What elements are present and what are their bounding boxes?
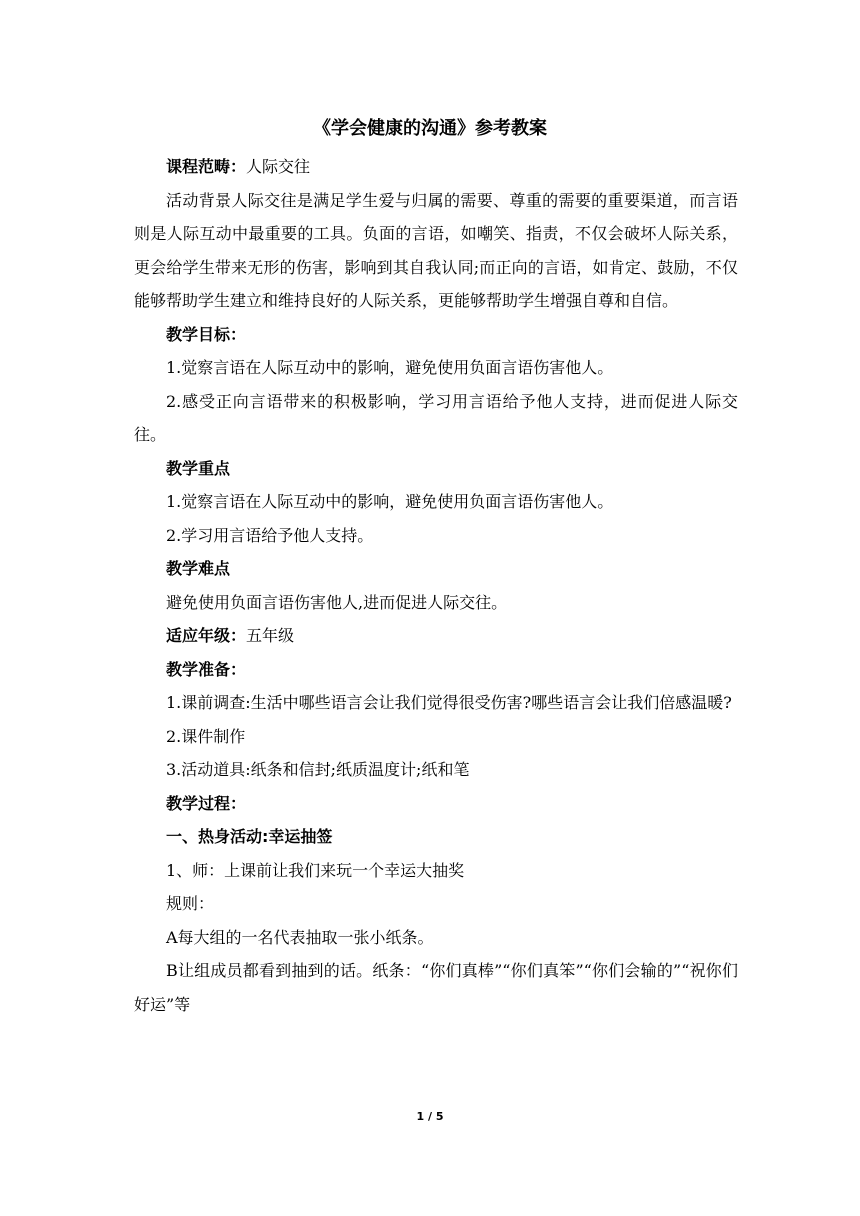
- prep-item-1: 1.课前调查:生活中哪些语言会让我们觉得很受伤害?哪些语言会让我们倍感温暖?: [166, 693, 732, 712]
- grade-label: 适应年级：: [166, 626, 247, 645]
- prep-item-3: 3.活动道具:纸条和信封;纸质温度计;纸和笔: [166, 760, 470, 779]
- grade-value: 五年级: [246, 626, 295, 645]
- process-heading: 教学过程：: [166, 793, 247, 813]
- difficulty-text: 避免使用负面言语伤害他人,进而促进人际交往。: [166, 592, 508, 612]
- goal-item-2: 2.感受正向言语带来的积极影响，学习用言语给予他人支持，进而促进人际交往。: [134, 391, 738, 444]
- key-point-2: 2.学习用言语给予他人支持。: [166, 525, 374, 545]
- goal-item-1: 1.觉察言语在人际互动中的影响，避免使用负面言语伤害他人。: [166, 358, 614, 377]
- prep-item-2: 2.课件制作: [166, 726, 246, 746]
- course-scope-label: 课程范畴：: [166, 157, 247, 176]
- difficulty-heading: 教学难点: [166, 559, 231, 578]
- grade-line: [134, 619, 738, 653]
- step-1: 1、师：上课前让我们来玩一个幸运大抽奖: [166, 860, 465, 880]
- rules-label: 规则：: [166, 894, 215, 913]
- section-heading-1: 一、热身活动:幸运抽签: [166, 827, 333, 846]
- key-points-heading: 教学重点: [166, 458, 231, 478]
- rule-b: B让组成员都看到抽到的话。纸条：“你们真棒”“你们真笨”“你们会输的”“祝你们好运”等: [134, 961, 738, 1014]
- prep-heading: 教学准备：: [166, 659, 247, 679]
- document-body: [134, 150, 738, 1021]
- course-scope-value: 人际交往: [246, 157, 311, 176]
- goals-heading: 教学目标：: [166, 324, 247, 344]
- page-number: 1 / 5: [416, 1110, 444, 1123]
- rule-a: A每大组的一名代表抽取一张小纸条。: [166, 927, 434, 947]
- course-scope-line: [134, 150, 738, 184]
- key-point-1: 1.觉察言语在人际互动中的影响，避免使用负面言语伤害他人。: [166, 492, 614, 511]
- document-title: 《学会健康的沟通》参考教案: [313, 118, 547, 139]
- background-paragraph: 活动背景人际交往是满足学生爱与归属的需要、尊重的需要的重要渠道，而言语则是人际互动中最重要的工具。负面的言语，如嘲笑、指责，不仅会破坏人际关系，更会给学生带来无形的伤害，影响到其自我认同;而正向的言语，如肯定、鼓励，不仅能够帮助学生建立和维持良好的人际关系，更能够帮助学生增强自尊和自信。: [134, 190, 738, 310]
